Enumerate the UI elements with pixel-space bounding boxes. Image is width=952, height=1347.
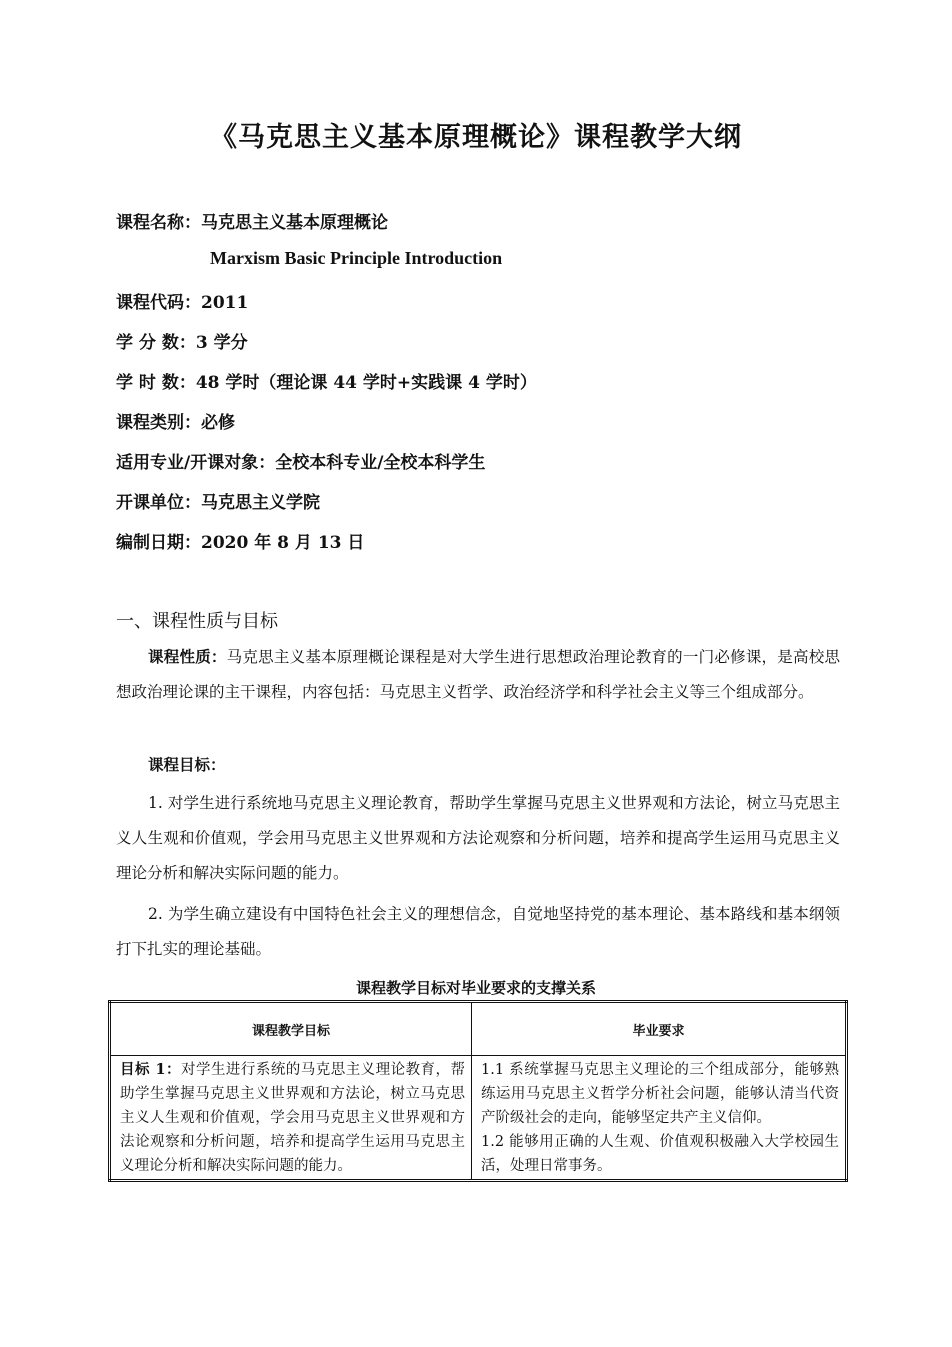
audience-value: 全校本科专业/全校本科学生 [275, 453, 486, 473]
goal-cell-text: 对学生进行系统的马克思主义理论教育，帮助学生掌握马克思主义世界观和方法论，树立马克思主义人生观和价值观，学会用马克思主义世界观和方法论观察和分析问题，培养和提高学生运用马克思主义理论分析和解决实际问题的能力。 [120, 1062, 465, 1174]
department-line [116, 488, 320, 513]
hours-value: 48 学时（理论课 44 学时+实践课 4 学时） [195, 373, 537, 393]
requirement-1-1: 1.1 系统掌握马克思主义理论的三个组成部分，能够熟练运用马克思主义哲学分析社会问题，能够认清当代资产阶级社会的走向，能够坚定共产主义信仰。 [481, 1062, 839, 1126]
goal-cell [110, 1056, 472, 1181]
goal-2-paragraph: 2. 为学生确立建设有中国特色社会主义的理想信念，自觉地坚持党的基本理论、基本路线和基本纲领打下扎实的理论基础。 [116, 905, 840, 958]
table-caption: 课程教学目标对毕业要求的支撑关系 [355, 979, 596, 997]
course-name-en: Marxism Basic Principle Introduction [210, 248, 503, 268]
course-name-cn: 马克思主义基本原理概论 [201, 213, 388, 233]
category-label: 课程类别： [116, 413, 201, 433]
hours-label: 学 时 数： [116, 373, 196, 393]
course-name-line [116, 208, 388, 233]
audience-line [116, 448, 485, 473]
document-title: 《马克思主义基本原理概论》课程教学大纲 [210, 122, 742, 153]
requirement-cell [472, 1056, 847, 1181]
category-value: 必修 [201, 413, 235, 433]
course-name-label: 课程名称： [116, 213, 201, 233]
course-code-line [116, 288, 248, 313]
requirement-1-2: 1.2 能够用正确的人生观、价值观积极融入大学校园生活，处理日常事务。 [481, 1134, 839, 1174]
support-table [108, 1000, 848, 1182]
date-line [116, 528, 364, 553]
credits-label: 学 分 数： [116, 333, 196, 353]
course-nature-label: 课程性质： [148, 648, 227, 666]
department-label: 开课单位： [116, 493, 201, 513]
course-code: 2011 [201, 293, 249, 313]
course-goals-label: 课程目标： [148, 756, 226, 774]
credits-value: 3 学分 [195, 333, 248, 353]
goal-1-paragraph: 1. 对学生进行系统地马克思主义理论教育，帮助学生掌握马克思主义世界观和方法论，树立马克思主义人生观和价值观，学会用马克思主义世界观和方法论观察和分析问题，培养和提高学生运用马克思主义理论分析和解决实际问题的能力。 [116, 794, 840, 882]
category-line [116, 408, 235, 433]
date-value: 2020 年 8 月 13 日 [201, 533, 365, 553]
credits-line [116, 328, 248, 353]
audience-label: 适用专业/开课对象： [116, 453, 276, 473]
section-heading: 一、课程性质与目标 [116, 611, 278, 632]
course-code-label: 课程代码： [116, 293, 201, 313]
table-header-row [110, 1002, 847, 1056]
header-course-goal: 课程教学目标 [110, 1002, 472, 1056]
hours-line [116, 368, 537, 393]
goal-cell-label: 目标 1： [120, 1061, 181, 1078]
date-label: 编制日期： [116, 533, 201, 553]
department-value: 马克思主义学院 [201, 493, 320, 513]
course-nature-text: 马克思主义基本原理概论课程是对大学生进行思想政治理论教育的一门必修课，是高校思想政治理论课的主干课程，内容包括：马克思主义哲学、政治经济学和科学社会主义等三个组成部分。 [116, 648, 840, 701]
header-graduation-requirement: 毕业要求 [472, 1002, 847, 1056]
course-nature-paragraph [116, 640, 840, 710]
table-row [110, 1056, 847, 1181]
